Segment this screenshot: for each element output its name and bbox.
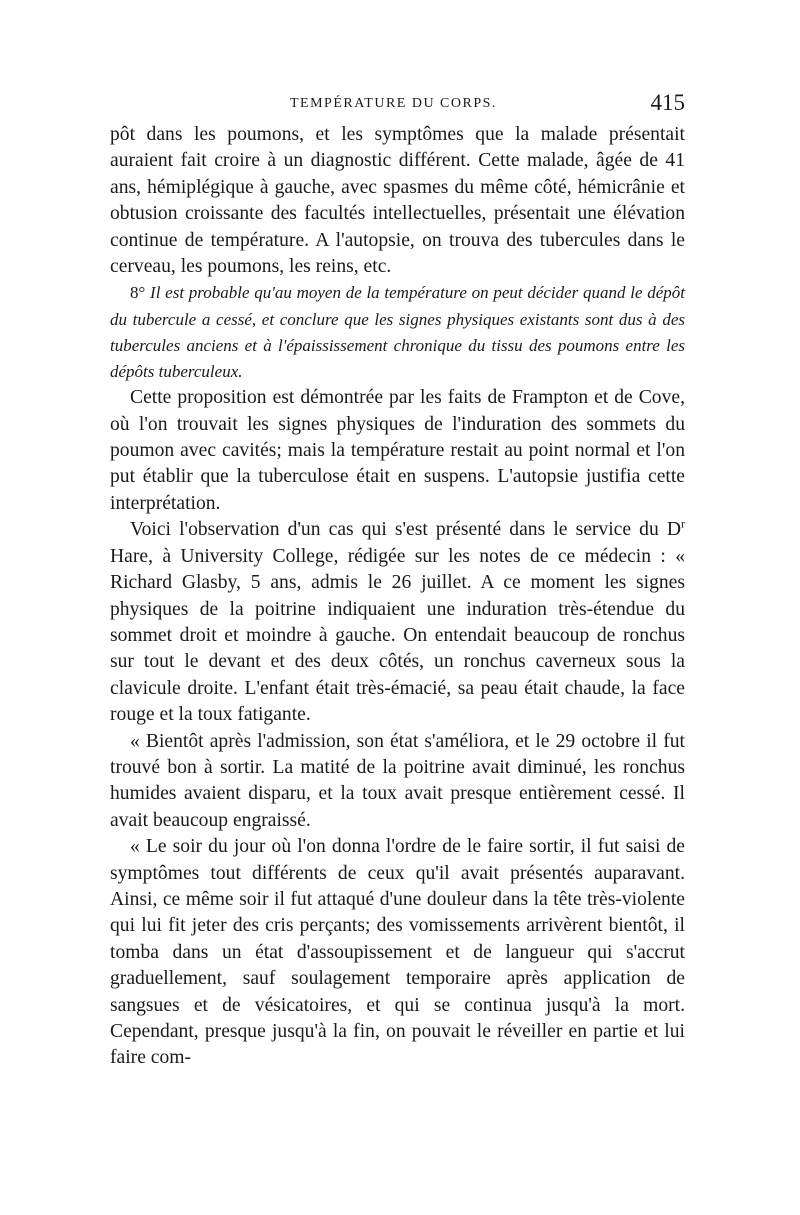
- paragraph-demonstration: Cette proposition est démontrée par les faits de Frampton et de Cove, où l'on trouvait les signes physiques de l'induration des sommets du poumon avec cavités; mais la température restait au point normal et l'on put établir que la tuberculose était en suspens. L'autopsie justifia cette interprétation.: [110, 387, 685, 514]
- page-header: [110, 90, 685, 118]
- running-title: TEMPÉRATURE DU CORPS.: [290, 96, 497, 111]
- observation-text-end: Hare, à University College, rédigée sur les notes de ce médecin : « Richard Glasby, 5 ans, admis le 26 juillet. A ce moment les signes physiques de la poitrine indiquaient une induration très-étendue du sommet droit et moindre à gauche. On entendait beaucoup de ronchus sur tout le devant et des deux côtés, un ronchus caverneux sous la clavicule droite. L'enfant était très-émacié, sa peau était chaude, la face rouge et la toux fatigante.: [110, 545, 685, 726]
- body-text: [110, 122, 685, 1072]
- paragraph-observation: [110, 517, 685, 728]
- doctor-superscript: r: [681, 516, 685, 531]
- paragraph-improvement: « Bientôt après l'admission, son état s'améliora, et le 29 octobre il fut trouvé bon à sortir. La matité de la poitrine avait diminué, les ronchus humides avaient disparu, et la toux avait presque entièrement cessé. Il avait beaucoup engraissé.: [110, 730, 685, 831]
- proposition-text: Il est probable qu'au moyen de la température on peut décider quand le dépôt du tubercule a cessé, et conclure que les signes physiques existants sont dus à des tubercules anciens et à l'épaississement chronique du tissu des poumons entre les dépôts tuberculeux.: [110, 283, 685, 382]
- paragraph-continuation: pôt dans les poumons, et les symptômes que la malade présentait auraient fait croire à un diagnostic différent. Cette malade, âgée de 41 ans, hémiplégique à gauche, avec spasmes du même côté, hémicrânie et obtusion croissante des facultés intellectuelles, présentait une élévation continue de température. A l'autopsie, on trouva des tubercules dans le cerveau, les poumons, les reins, etc.: [110, 124, 685, 278]
- proposition-number: 8°: [130, 283, 146, 303]
- observation-text-start: Voici l'observation d'un cas qui s'est présenté dans le service du D: [130, 519, 681, 541]
- paragraph-proposition-8: [110, 280, 685, 385]
- page-number: 415: [650, 90, 685, 115]
- paragraph-symptoms: « Le soir du jour où l'on donna l'ordre de le faire sortir, il fut saisi de symptômes tout différents de ceux qu'il avait présentés auparavant. Ainsi, ce même soir il fut attaqué d'une douleur dans la tête très-violente qui lui fit jeter des cris perçants; des vomissements arrivèrent bientôt, il tomba dans un état d'assoupissement et de langueur qui s'accrut graduellement, sauf soulagement temporaire après application de sangsues et de vésicatoires, et qui se continua jusqu'à la mort. Cependant, presque jusqu'à la fin, on pouvait le réveiller en partie et lui faire com-: [110, 836, 685, 1069]
